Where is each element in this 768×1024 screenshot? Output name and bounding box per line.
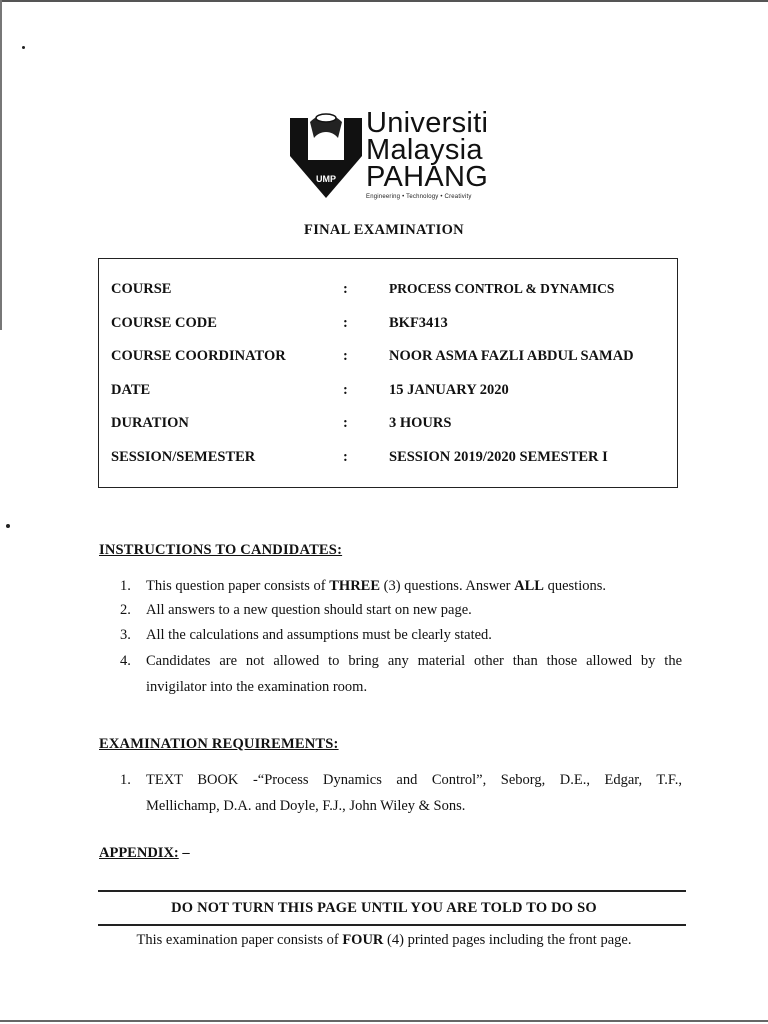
logo-line-2: Malaysia: [366, 134, 483, 166]
footer-rule-top: [98, 890, 686, 892]
emblem-label: UMP: [316, 174, 336, 184]
info-label: COURSE COORDINATOR: [111, 348, 286, 364]
ump-emblem-icon: [290, 108, 362, 204]
info-separator: :: [343, 415, 348, 431]
appendix-label: APPENDIX:: [99, 845, 179, 861]
scan-edge-top: [0, 0, 768, 2]
exam-title: FINAL EXAMINATION: [304, 222, 464, 238]
scan-speck: [6, 524, 10, 528]
item-number: 4.: [120, 653, 131, 669]
item-number: 3.: [120, 627, 131, 643]
item-number: 2.: [120, 602, 131, 618]
scan-speck: [22, 46, 25, 49]
scan-edge-left: [0, 0, 2, 330]
footer-rule-bottom: [98, 924, 686, 926]
info-separator: :: [343, 449, 348, 465]
appendix-value: –: [182, 845, 190, 861]
instructions-heading: INSTRUCTIONS TO CANDIDATES:: [99, 542, 343, 558]
info-label: SESSION/SEMESTER: [111, 449, 256, 465]
item-number: 1.: [120, 772, 131, 788]
logo-line-3: PAHANG: [366, 161, 489, 193]
warning-text: DO NOT TURN THIS PAGE UNTIL YOU ARE TOLD TO DO SO: [171, 900, 597, 916]
info-label: DATE: [111, 382, 151, 398]
appendix: [99, 845, 190, 862]
item-text: This question paper consists of THREE (3) questions. Answer ALL questions.: [146, 578, 606, 594]
info-value: 3 HOURS: [389, 415, 452, 431]
requirements-heading: EXAMINATION REQUIREMENTS:: [99, 736, 339, 752]
item-number: 1.: [120, 578, 131, 594]
info-separator: :: [343, 382, 348, 398]
item-text: Candidates are not allowed to bring any material other than those allowed by the invigilator into the examination room.: [146, 653, 682, 695]
university-logo: [290, 108, 510, 204]
item-text: All the calculations and assumptions must be clearly stated.: [146, 627, 492, 643]
info-separator: :: [343, 348, 348, 364]
logo-line-1: Universiti: [366, 107, 489, 139]
info-value: 15 JANUARY 2020: [389, 382, 509, 398]
info-label: COURSE: [111, 281, 172, 297]
scan-edge-bottom: [0, 1020, 768, 1022]
info-separator: :: [343, 281, 348, 297]
item-text: All answers to a new question should start on new page.: [146, 602, 472, 618]
info-value: SESSION 2019/2020 SEMESTER I: [389, 449, 608, 465]
info-label: DURATION: [111, 415, 189, 431]
info-label: COURSE CODE: [111, 315, 217, 331]
item-text: TEXT BOOK -“Process Dynamics and Control”, Seborg, D.E., Edgar, T.F., Mellichamp, D.A. and Doyle, F.J., John Wiley & Sons.: [146, 772, 682, 814]
info-value: BKF3413: [389, 315, 448, 331]
info-separator: :: [343, 315, 348, 331]
logo-tagline: Engineering • Technology • Creativity: [366, 194, 472, 200]
info-value: PROCESS CONTROL & DYNAMICS: [389, 281, 615, 296]
course-info-box: [98, 258, 678, 488]
logo-wordmark: [366, 107, 489, 200]
page-count-note: This examination paper consists of FOUR (4) printed pages including the front page.: [136, 932, 632, 948]
info-value: NOOR ASMA FAZLI ABDUL SAMAD: [389, 348, 634, 364]
